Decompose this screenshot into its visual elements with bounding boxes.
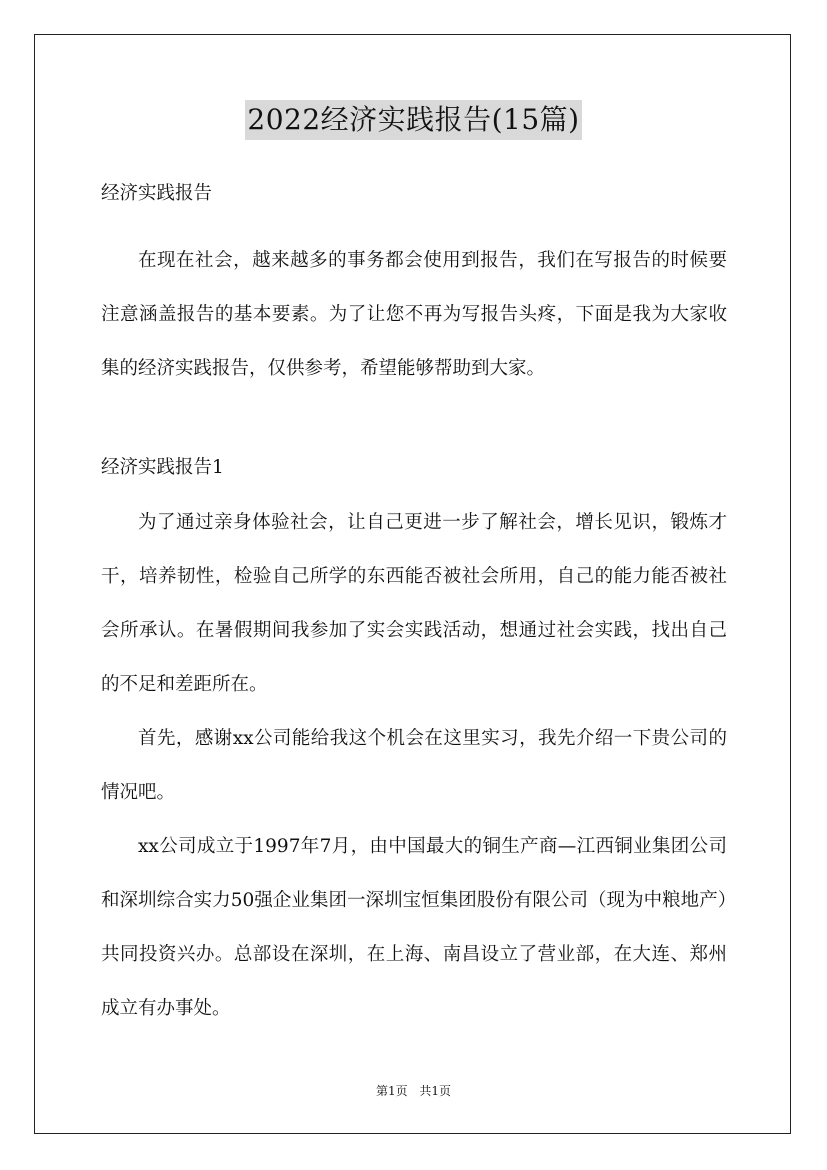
report-1-paragraph-2: 首先，感谢xx公司能给我这个机会在这里实习，我先介绍一下贵公司的情况吧。	[101, 728, 727, 803]
page-number: 第1页	[375, 1084, 408, 1098]
title-container	[0, 100, 827, 140]
section-spacer	[101, 396, 727, 450]
section-heading-report-1: 经济实践报告1	[101, 457, 224, 478]
report-1-paragraph-1: 为了通过亲身体验社会，让自己更进一步了解社会，增长见识，锻炼才干，培养韧性，检验自己所学的东西能否被社会所用，自己的能力能否被社会所承认。在暑假期间我参加了实会实践活动，想通过社会实践，找出自己的不足和差距所在。	[101, 512, 727, 695]
report-1-paragraph-3: xx公司成立于1997年7月，由中国最大的铜生产商—江西铜业集团公司和深圳综合实力50强企业集团一深圳宝恒集团股份有限公司（现为中粮地产）共同投资兴办。总部设在深圳，在上海、南昌设立了营业部，在大连、郑州成立有办事处。	[101, 836, 727, 1019]
document-title: 2022经济实践报告(15篇)	[245, 100, 581, 140]
document-body	[101, 176, 727, 1036]
page-total: 共1页	[419, 1084, 452, 1098]
page-footer	[0, 1082, 827, 1100]
intro-paragraph: 在现在社会，越来越多的事务都会使用到报告，我们在写报告的时候要注意涵盖报告的基本要素。为了让您不再为写报告头疼，下面是我为大家收集的经济实践报告，仅供参考，希望能够帮助到大家。	[101, 250, 727, 379]
section-heading-intro: 经济实践报告	[101, 183, 213, 204]
